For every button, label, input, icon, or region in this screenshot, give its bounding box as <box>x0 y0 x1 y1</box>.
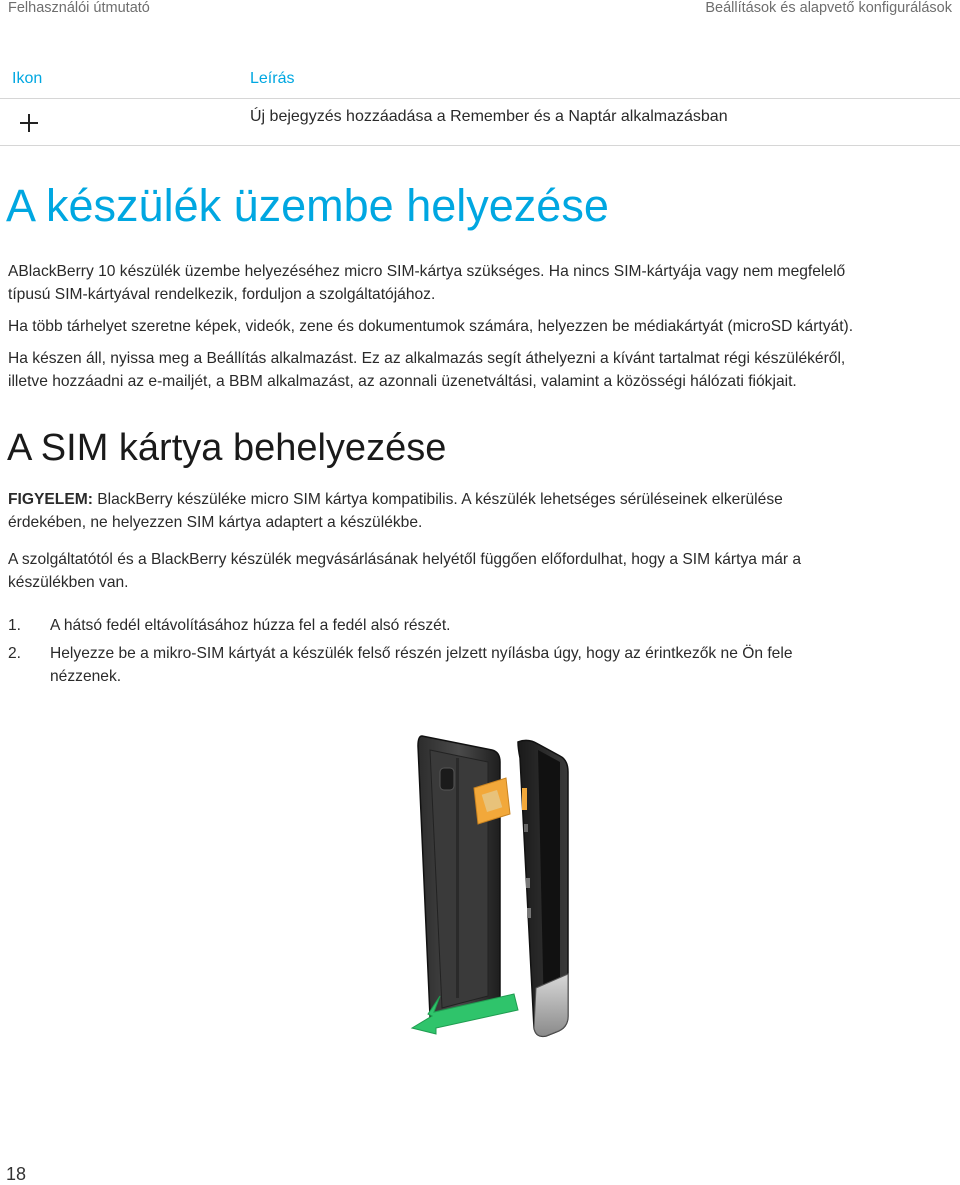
list-item: Helyezze be a mikro-SIM kártyát a készülék felső részén jelzett nyílásba úgy, hogy az érintkezők ne Ön fele nézzenek. <box>50 645 793 685</box>
section-title-setup: A készülék üzembe helyezése <box>6 180 609 231</box>
sim-slot <box>522 788 527 810</box>
paragraph-sim-required: ABlackBerry 10 készülék üzembe helyezéséhez micro SIM-kártya szükséges. Ha nincs SIM-kártyája vagy nem megfelelő típusú SIM-kártyával rendelkezik, forduljon a szolgáltatójához. <box>8 263 846 303</box>
paragraph-sim-preinstalled: A szolgáltatótól és a BlackBerry készülék megvásárlásának helyétől függően előfordulhat, hogy a SIM kártya már a készülékben van. <box>8 551 802 591</box>
table-header <box>0 70 960 94</box>
section-title-sim: A SIM kártya behelyezése <box>7 427 447 469</box>
table-row-desc: Új bejegyzés hozzáadása a Remember és a Naptár alkalmazásban <box>250 108 728 125</box>
list-item: A hátsó fedél eltávolításához húzza fel a fedél alsó részét. <box>50 617 451 634</box>
plus-icon <box>18 112 40 134</box>
running-header-right: Beállítások és alapvető konfigurálások <box>705 0 952 16</box>
list-item-number: 2. <box>8 645 22 662</box>
warning-label: FIGYELEM: <box>8 491 93 508</box>
paragraph-setup-app: Ha készen áll, nyissa meg a Beállítás alkalmazást. Ez az alkalmazás segít áthelyezni a kívánt tartalmat régi készülékéről, illetve hozzáadni az e-mailjét, a BBM alkalmazást, az azonnali üzenetváltási, valamint a közösségi hálózati fiókjait. <box>8 350 846 390</box>
table-col-desc: Leírás <box>250 70 295 87</box>
page-number: 18 <box>6 1164 27 1184</box>
paragraph-warning: FIGYELEM: BlackBerry készüléke micro SIM kártya kompatibilis. A készülék lehetséges sérüléseinek elkerülése érdekében, ne helyezzen SIM kártya adaptert a készülékbe. <box>8 491 783 531</box>
camera-window <box>440 768 454 790</box>
running-header-left: Felhasználói útmutató <box>8 0 150 16</box>
paragraph-media-card: Ha több tárhelyet szeretne képek, videók, zene és dokumentumok számára, helyezzen be médiakártyát (microSD kártyát). <box>8 318 854 335</box>
list-item-number: 1. <box>8 617 22 634</box>
phone-back-cover-removal-illustration <box>400 728 590 1048</box>
table-divider <box>0 98 960 99</box>
table-bottom-rule <box>0 145 960 146</box>
table-col-icon: Ikon <box>12 70 43 87</box>
